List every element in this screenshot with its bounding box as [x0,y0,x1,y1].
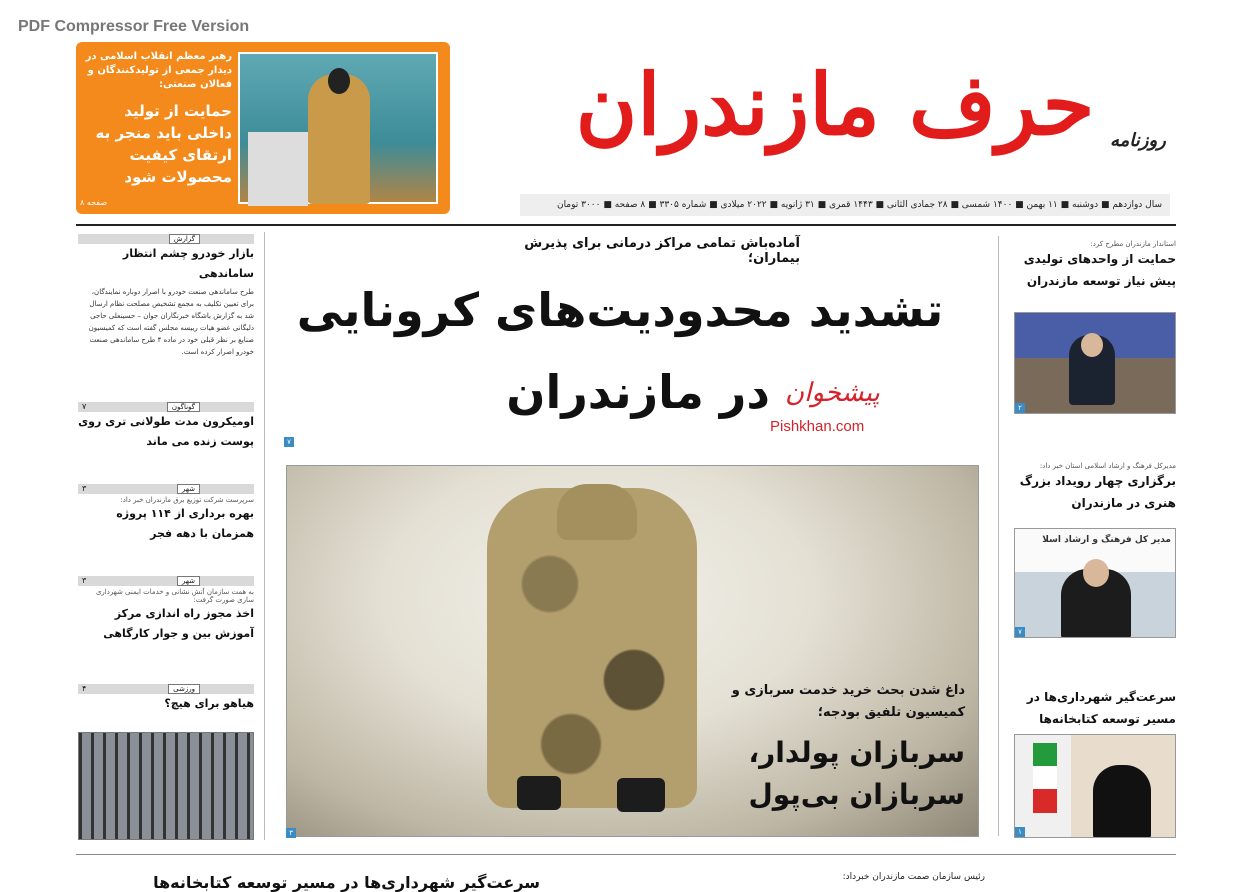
story-title[interactable]: حمایت از واحدهای تولیدی پیش نیاز توسعه مازندران [1023,252,1176,288]
logo-prefix: روزنامه [1110,130,1166,151]
teaser-headline[interactable]: حمایت از تولید داخلی باید منجر به ارتقای کیفیت محصولات شود [95,102,232,186]
left-story-2[interactable] [78,402,254,452]
newspaper-logo: حرف مازندران [575,55,1095,154]
page-number: ۳ [82,484,87,493]
bottom-headline[interactable]: سرعت‌گیر شهرداری‌ها در مسیر توسعه کتابخانه‌ها [153,873,540,892]
page-badge: ۷ [1015,627,1025,637]
story-title[interactable]: برگزاری چهار رویداد بزرگ هنری در مازندران [1019,474,1176,510]
story-body: طرح ساماندهی صنعت خودرو با اصرار دوباره نمایندگان، برای تعیین تکلیف به مجمع تشخیص مصلحت نظام ارسال شد به گزارش باشگاه خبرنگاران جوان – حسینعلی حاجی دلیگانی عضو هیات رییسه مجلس گفته است که کمیسیون صنایع بر نظر قبلی خود در ماده ۴ طرح ساماندهی صنعت خودرو اصرار کرده است. [88,288,254,356]
section-tag: شهر [177,576,200,586]
page-number: ۳ [82,576,87,585]
bottom-kicker: رئیس سازمان صمت مازندران خبرداد: [842,872,985,882]
right-photo-2 [1014,528,1176,638]
photo-caption: مدیر کل فرهنگ و ارشاد اسلا [1042,535,1171,545]
page-number: ۷ [82,402,87,411]
left-story-3[interactable] [78,484,254,544]
story-title[interactable]: بهره برداری از ۱۱۴ پروژه همزمان با دهه فجر [116,507,254,540]
section-tag: ورزشی [168,684,200,694]
story-kicker: مدیرکل فرهنگ و ارشاد اسلامی استان خبر داد: [1039,462,1176,470]
teaser-kicker: رهبر معظم انقلاب اسلامی در دیدار جمعی از تولیدکنندگان و فعالان صنعتی: [85,51,232,90]
left-story-5[interactable] [78,684,254,714]
story-title[interactable]: بازار خودرو چشم انتظار ساماندهی [122,247,254,280]
page-badge: ۲ [1015,403,1025,413]
story-title[interactable]: هیاهو برای هیچ؟ [164,697,254,710]
story-kicker: سرپرست شرکت توزیع برق مازندران خبر داد: [120,496,254,504]
right-photo-1 [1014,312,1176,414]
dateline: سال دوازدهم ■ دوشنبه ■ ۱۱ بهمن ■ ۱۴۰۰ شمسی ■ ۲۸ جمادی الثانی ■ ۱۴۴۳ قمری ■ ۳۱ ژانویه ■ ۲۰۲۲ میلادی ■ شماره ۳۳۰۵ ■ ۸ صفحه ■ ۳۰۰۰ تومان [520,194,1170,216]
photo-story-headline[interactable]: سربازان پولدار، سربازان بی‌پول [748,736,965,811]
story-title[interactable]: سرعت‌گیر شهرداری‌ها در مسیر توسعه کتابخانه‌ها [1026,690,1176,726]
right-story-2[interactable] [1010,462,1176,514]
page-number: ۴ [82,684,87,693]
left-story-4[interactable] [78,576,254,644]
lead-headline-line2[interactable]: در مازندران [506,365,770,419]
sports-photo [78,732,254,840]
story-title[interactable]: اومیکرون مدت طولانی تری روی پوست زنده می ماند [78,415,254,448]
page-badge: ۷ [284,437,294,447]
divider [76,854,1176,855]
page-badge: ۳ [286,828,296,838]
story-title[interactable]: اخذ مجوز راه اندازی مرکز آموزش بین و جوار کارگاهی [103,607,254,640]
right-story-1[interactable] [1010,240,1176,292]
page-badge: ۱ [1015,827,1025,837]
pishkhan-url: Pishkhan.com [770,418,865,435]
section-tag: گوناگون [167,402,200,412]
right-photo-3 [1014,734,1176,838]
story-kicker: استاندار مازندران مطرح کرد: [1090,240,1176,248]
right-story-3[interactable] [1010,686,1176,730]
section-tag: شهر [177,484,200,494]
watermark-text: PDF Compressor Free Version [18,18,250,35]
section-tag: گزارش [169,234,200,244]
divider [76,224,1176,226]
lead-kicker: آماده‌باش تمامی مراکز درمانی برای پذیرش بیماران؛ [524,236,800,266]
pishkhan-logo: پیشخوان [785,378,880,408]
column-divider [998,236,999,836]
lead-headline[interactable]: تشدید محدودیت‌های کرونایی [296,283,944,337]
story-kicker: به همت سازمان آتش نشانی و خدمات ایمنی شهرداری ساری صورت گرفت: [95,588,254,604]
left-story-1[interactable] [78,234,254,358]
photo-story-kicker: داغ شدن بحث خرید خدمت سربازی و کمیسیون تلفیق بودجه؛ [731,683,965,720]
teaser-page: صفحه ۸ [80,198,108,207]
column-divider [264,232,265,840]
teaser-photo [238,52,438,204]
